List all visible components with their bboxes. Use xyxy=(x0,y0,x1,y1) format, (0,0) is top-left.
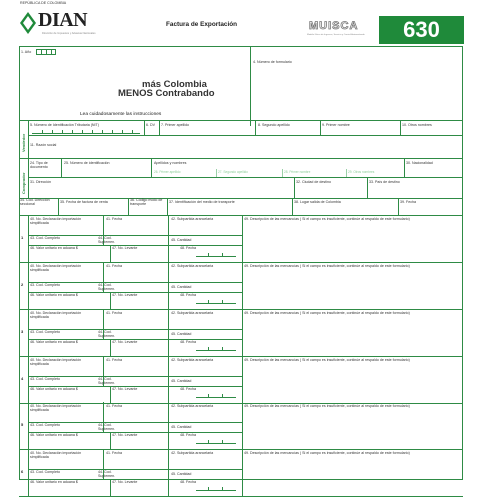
cod-direccion-label: 34. Cod. Dirección seccional xyxy=(20,198,50,206)
comprador-side-label: Comprador xyxy=(21,172,26,194)
cantidad-label: 45. Cantidad xyxy=(171,379,192,383)
nit-label: 5. Número de Identificación Tributaria (NIT) xyxy=(30,123,99,127)
codigo-modo-label: 36. Código modo de transporte xyxy=(130,198,163,206)
ident-medio-label: 37. Identificación del medio de transporte xyxy=(169,200,235,204)
descripcion-label: 49. Descripción de las mercancías ( Si el campo es insuficiente, continúe al respaldo de este formulario) xyxy=(244,311,410,315)
cod-completo-label: 43. Cod. Completo xyxy=(30,330,60,334)
subpartida-label: 42. Subpartida arancelaria xyxy=(171,217,214,221)
fecha48-field[interactable] xyxy=(196,256,236,257)
item-number: 5 xyxy=(21,422,24,427)
item-divider xyxy=(110,292,111,309)
descripcion-label: 49. Descripción de las mercancías ( Si el campo es insuficiente, continúe al respaldo de este formulario) xyxy=(244,217,410,221)
slogan-line-2: MENOS Contrabando xyxy=(118,88,215,99)
no-levante-label: 47. No. Levante xyxy=(112,340,138,344)
declaracion-label: 40. No. Declaración importación simplificada xyxy=(30,311,82,319)
descripcion-label: 49. Descripción de las mercancías ( Si el campo es insuficiente, continúe al respaldo de este formulario) xyxy=(244,404,410,408)
fecha48-tick xyxy=(222,487,223,490)
item-separator xyxy=(19,309,463,310)
fecha48-field[interactable] xyxy=(196,350,236,351)
valor-unitario-label: 46. Valor unitario en aduana $ xyxy=(30,340,78,344)
apellidos-label: Apellidos y nombres xyxy=(154,161,187,165)
cod-suplemen-label: 44. Cod. Suplemen. xyxy=(98,377,116,385)
sub-primer-nombre: 28. Primer nombre xyxy=(284,170,311,174)
fecha48-label: 48. Fecha xyxy=(180,480,196,484)
muisca-logo xyxy=(307,22,375,44)
fecha48-label: 48. Fecha xyxy=(180,387,196,391)
item-left-divider xyxy=(28,262,29,309)
valor-unitario-label: 46. Valor unitario en aduana $ xyxy=(30,293,78,297)
fecha-label: 41. Fecha xyxy=(106,451,122,455)
descripcion-label: 49. Descripción de las mercancías ( Si el campo es insuficiente, continúe al respaldo de este formulario) xyxy=(244,264,410,268)
item-divider xyxy=(168,309,169,356)
item-divider xyxy=(110,432,111,449)
item-divider xyxy=(242,215,243,262)
fecha48-label: 48. Fecha xyxy=(180,293,196,297)
declaracion-label: 40. No. Declaración importación simplificada xyxy=(30,217,82,225)
item-divider xyxy=(110,386,111,403)
item-separator xyxy=(19,262,463,263)
item-left-divider xyxy=(28,356,29,403)
tipo-doc-label: 24. Tipo de documento xyxy=(30,161,48,169)
fecha-label: 41. Fecha xyxy=(106,358,122,362)
item-number: 3 xyxy=(21,329,24,334)
apellido1-label: 7. Primer apellido xyxy=(161,123,189,127)
item-divider xyxy=(28,376,242,377)
valor-unitario-label: 46. Valor unitario en aduana $ xyxy=(30,387,78,391)
item-divider xyxy=(168,402,169,449)
nacionalidad-label: 30. Nacionalidad xyxy=(406,161,433,165)
item-divider xyxy=(28,469,242,470)
item-divider xyxy=(28,235,242,236)
item-divider xyxy=(110,339,111,356)
descripcion-label: 49. Descripción de las mercancías ( Si el campo es insuficiente, continúe al respaldo de este formulario) xyxy=(244,451,410,455)
sub-primer-apellido: 26. Primer apellido xyxy=(154,170,181,174)
cantidad-label: 45. Cantidad xyxy=(171,285,192,289)
no-levante-label: 47. No. Levante xyxy=(112,387,138,391)
item-divider xyxy=(168,449,169,496)
cod-suplemen-label: 44. Cod. Suplemen. xyxy=(98,470,116,478)
fecha48-tick xyxy=(208,440,209,443)
dian-emblem-icon xyxy=(20,12,36,34)
no-levante-label: 47. No. Levante xyxy=(112,246,138,250)
subpartida-label: 42. Subpartida arancelaria xyxy=(171,451,214,455)
item-divider xyxy=(28,329,242,330)
item-divider xyxy=(242,449,243,496)
top-divider xyxy=(250,46,251,126)
cod-suplemen-label: 44. Cod. Suplemen. xyxy=(98,330,116,338)
formulario-label: 4. Número de formulario xyxy=(253,60,292,64)
fecha-factura-label: 35. Fecha de factura de venta xyxy=(60,200,108,204)
item-divider xyxy=(242,356,243,403)
fecha39-label: 39. Fecha xyxy=(400,200,416,204)
no-levante-label: 47. No. Levante xyxy=(112,480,138,484)
item-left-divider xyxy=(28,215,29,262)
cod-completo-label: 43. Cod. Completo xyxy=(30,377,60,381)
cod-completo-label: 43. Cod. Completo xyxy=(30,283,60,287)
declaracion-label: 40. No. Declaración importación simplificada xyxy=(30,264,82,272)
item-divider xyxy=(168,356,169,403)
fecha48-tick xyxy=(208,487,209,490)
nit-baseline[interactable] xyxy=(32,133,140,134)
muisca-wordmark: MUISCA xyxy=(309,20,359,32)
cod-suplemen-label: 44. Cod. Suplemen. xyxy=(98,236,116,244)
item-divider xyxy=(110,245,111,262)
muisca-tagline: Modelo Único de Ingresos, Servicio y Control Automatizado xyxy=(307,34,365,36)
fecha-label: 41. Fecha xyxy=(106,217,122,221)
subpartida-label: 42. Subpartida arancelaria xyxy=(171,404,214,408)
descripcion-label: 49. Descripción de las mercancías ( Si el campo es insuficiente, continúe al respaldo de este formulario) xyxy=(244,358,410,362)
cod-completo-label: 43. Cod. Completo xyxy=(30,423,60,427)
item-divider xyxy=(168,215,169,262)
dian-wordmark: DIAN xyxy=(38,9,88,31)
item-left-divider xyxy=(28,309,29,356)
cod-completo-label: 43. Cod. Completo xyxy=(30,236,60,240)
item-separator xyxy=(19,356,463,357)
fecha48-tick xyxy=(208,394,209,397)
fecha48-field[interactable] xyxy=(196,443,236,444)
anio-label: 1. Año xyxy=(21,50,32,54)
fecha48-field[interactable] xyxy=(196,397,236,398)
fecha48-field[interactable] xyxy=(196,490,236,491)
cod-suplemen-label: 44. Cod. Suplemen. xyxy=(98,423,116,431)
item-number: 2 xyxy=(21,282,24,287)
item-left-divider xyxy=(28,449,29,496)
fecha48-tick xyxy=(222,300,223,303)
item-divider xyxy=(28,282,242,283)
form-number-box xyxy=(379,16,464,44)
pais-label: 33. País de destino xyxy=(369,180,400,184)
fecha48-label: 48. Fecha xyxy=(180,433,196,437)
item-divider xyxy=(110,479,111,496)
slogan-line-1: más Colombia xyxy=(142,79,207,90)
item-divider xyxy=(168,262,169,309)
cod-suplemen-label: 44. Cod. Suplemen. xyxy=(98,283,116,291)
nombre1-label: 9. Primer nombre xyxy=(322,123,350,127)
item-divider xyxy=(242,309,243,356)
item-divider xyxy=(242,262,243,309)
valor-unitario-label: 46. Valor unitario en aduana $ xyxy=(30,433,78,437)
subpartida-label: 42. Subpartida arancelaria xyxy=(171,358,214,362)
fecha-label: 41. Fecha xyxy=(106,404,122,408)
cod-completo-label: 43. Cod. Completo xyxy=(30,470,60,474)
item-number: 1 xyxy=(21,235,24,240)
item-left-divider xyxy=(28,402,29,449)
cantidad-label: 45. Cantidad xyxy=(171,332,192,336)
num-id-label: 25. Número de identificación xyxy=(64,161,110,165)
ciudad-label: 32. Ciudad de destino xyxy=(296,180,331,184)
fecha48-tick xyxy=(222,394,223,397)
apellido2-label: 8. Segundo apellido xyxy=(258,123,290,127)
fecha48-field[interactable] xyxy=(196,303,236,304)
cantidad-label: 45. Cantidad xyxy=(171,238,192,242)
lugar-salida-label: 38. Lugar salida de Colombia xyxy=(294,200,341,204)
fecha-label: 41. Fecha xyxy=(106,264,122,268)
valor-unitario-label: 46. Valor unitario en aduana $ xyxy=(30,480,78,484)
item-number: 6 xyxy=(21,469,24,474)
vendedor-side-label: Vendedor xyxy=(21,133,26,152)
sub-segundo-apellido: 27. Segundo apellido xyxy=(218,170,248,174)
form-number: 630 xyxy=(403,17,440,42)
form-title: Factura de Exportación xyxy=(166,21,238,28)
fecha-label: 41. Fecha xyxy=(106,311,122,315)
declaracion-label: 40. No. Declaración importación simplificada xyxy=(30,358,82,366)
cantidad-label: 45. Cantidad xyxy=(171,472,192,476)
fecha48-tick xyxy=(222,253,223,256)
valor-unitario-label: 46. Valor unitario en aduana $ xyxy=(30,246,78,250)
no-levante-label: 47. No. Levante xyxy=(112,433,138,437)
sub-otros-nombres: 29. Otros nombres xyxy=(348,170,375,174)
fecha48-label: 48. Fecha xyxy=(180,340,196,344)
cantidad-label: 45. Cantidad xyxy=(171,425,192,429)
fecha48-tick xyxy=(208,253,209,256)
fecha48-tick xyxy=(208,347,209,350)
dian-logo xyxy=(20,6,96,42)
fecha48-tick xyxy=(222,347,223,350)
declaracion-label: 40. No. Declaración importación simplificada xyxy=(30,451,82,459)
item-divider xyxy=(28,422,242,423)
item-separator xyxy=(19,449,463,450)
item-number: 4 xyxy=(21,376,24,381)
fecha48-tick xyxy=(222,440,223,443)
subpartida-label: 42. Subpartida arancelaria xyxy=(171,264,214,268)
item-divider xyxy=(242,402,243,449)
republic-label: REPÚBLICA DE COLOMBIA xyxy=(20,1,67,5)
fecha48-tick xyxy=(208,300,209,303)
dv-label: 6. DV xyxy=(146,123,155,127)
declaracion-label: 40. No. Declaración importación simplificada xyxy=(30,404,82,412)
dian-tagline: Dirección de Impuestos y Aduanas Nacionales xyxy=(42,32,96,35)
razon-label: 11. Razón social xyxy=(30,143,57,147)
direccion-label: 31. Dirección xyxy=(30,180,51,184)
instructions-text: Lea cuidadosamente las instrucciones xyxy=(80,112,162,117)
subpartida-label: 42. Subpartida arancelaria xyxy=(171,311,214,315)
fecha48-label: 48. Fecha xyxy=(180,246,196,250)
no-levante-label: 47. No. Levante xyxy=(112,293,138,297)
otros-label: 10. Otros nombres xyxy=(402,123,432,127)
